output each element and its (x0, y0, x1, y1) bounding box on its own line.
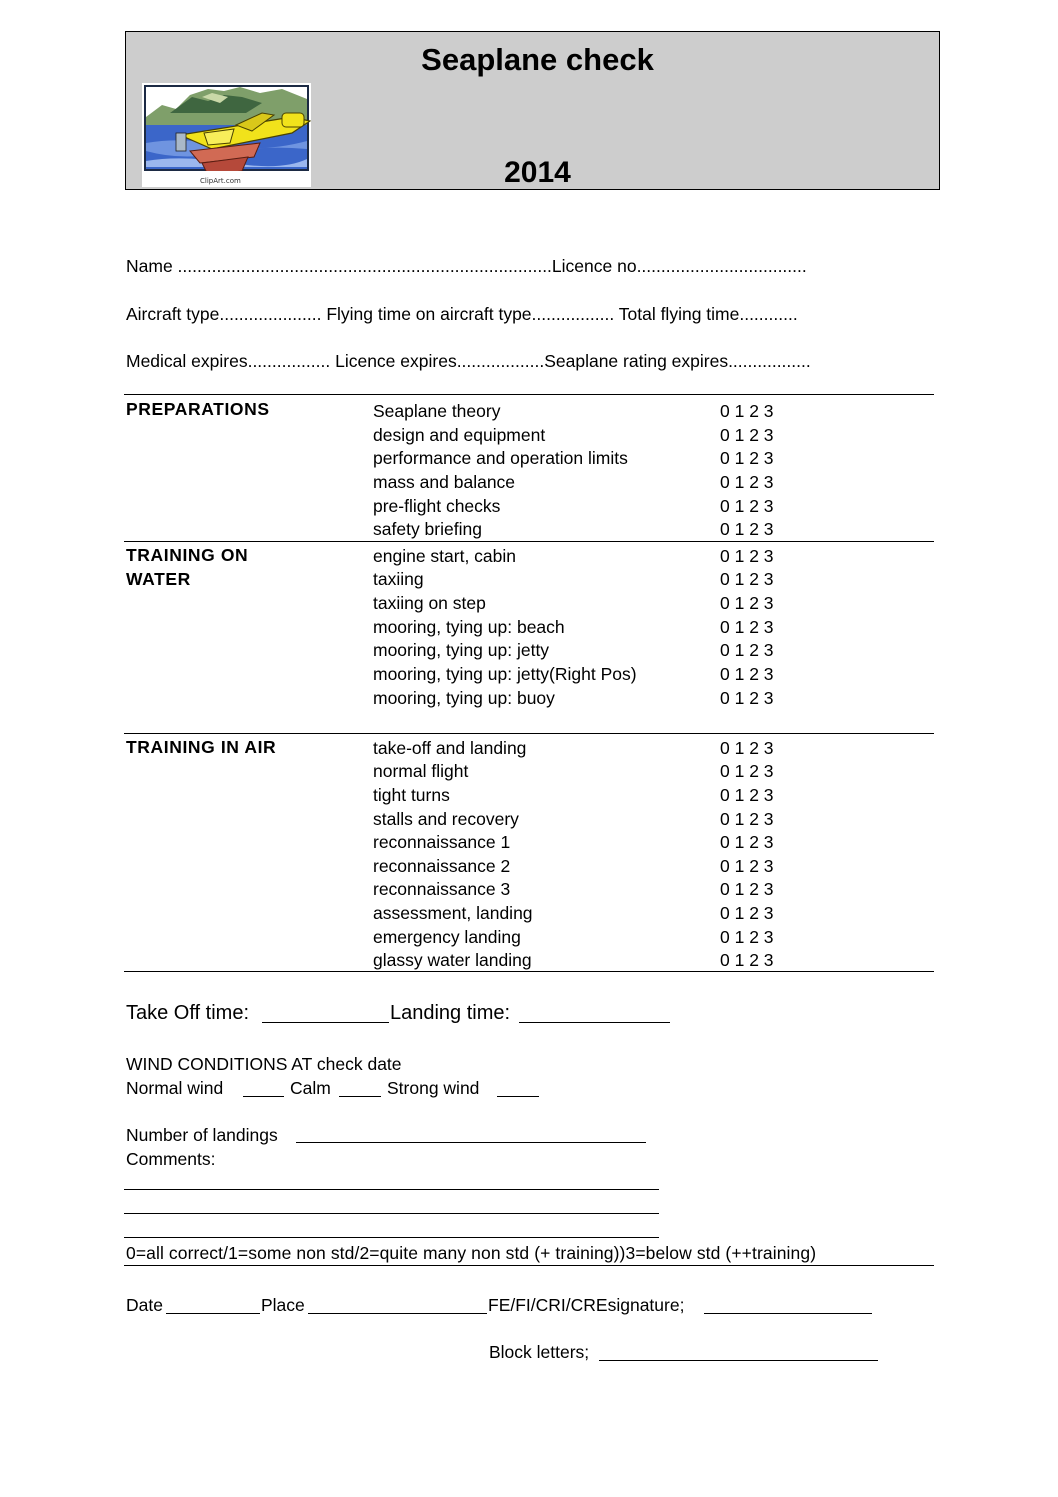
landing-time-label: Landing time: (390, 1002, 511, 1024)
block-letters-label: Block letters; (489, 1342, 590, 1362)
calm-field[interactable] (339, 1096, 381, 1097)
table-top-rule (124, 394, 934, 395)
score-scale[interactable]: 0 1 2 3 (720, 832, 774, 852)
checklist-item: design and equipment (373, 425, 546, 445)
section-water-title-1: TRAINING ON (126, 545, 249, 565)
score-scale[interactable]: 0 1 2 3 (720, 856, 774, 876)
checklist-item: taxiing on step (373, 593, 486, 613)
signature-label: FE/FI/CRI/CREsignature; (488, 1295, 685, 1315)
score-scale[interactable]: 0 1 2 3 (720, 640, 774, 660)
score-scale[interactable]: 0 1 2 3 (720, 761, 774, 781)
checklist-item: tight turns (373, 785, 450, 805)
checklist-item: glassy water landing (373, 950, 532, 970)
landings-field[interactable] (296, 1142, 646, 1143)
wind-heading: WIND CONDITIONS AT check date (126, 1054, 402, 1074)
score-scale[interactable]: 0 1 2 3 (720, 688, 774, 708)
checklist-item: pre-flight checks (373, 496, 501, 516)
landings-label: Number of landings (126, 1125, 278, 1145)
score-scale[interactable]: 0 1 2 3 (720, 617, 774, 637)
checklist-item: take-off and landing (373, 738, 527, 758)
section-water-title-2: WATER (126, 569, 191, 589)
form-year: 2014 (504, 156, 571, 189)
score-scale[interactable]: 0 1 2 3 (720, 569, 774, 589)
checklist-item: normal flight (373, 761, 469, 781)
checklist-item: mooring, tying up: jetty(Right Pos) (373, 664, 637, 684)
checklist-item: safety briefing (373, 519, 482, 539)
score-scale[interactable]: 0 1 2 3 (720, 519, 774, 539)
takeoff-time-label: Take Off time: (126, 1002, 250, 1024)
section-air-title: TRAINING IN AIR (126, 737, 277, 757)
checklist-item: taxiing (373, 569, 424, 589)
checklist-item: mooring, tying up: buoy (373, 688, 555, 708)
score-scale[interactable]: 0 1 2 3 (720, 785, 774, 805)
takeoff-time-field[interactable] (262, 1022, 389, 1023)
normal-wind-field[interactable] (243, 1096, 284, 1097)
landing-time-field[interactable] (519, 1022, 670, 1023)
score-scale[interactable]: 0 1 2 3 (720, 927, 774, 947)
score-scale[interactable]: 0 1 2 3 (720, 496, 774, 516)
logo-credit: ClipArt.com (200, 177, 241, 185)
place-label: Place (261, 1295, 305, 1315)
checklist-item: performance and operation limits (373, 448, 628, 468)
table-bottom-rule (124, 971, 934, 972)
section-preparations-title: PREPARATIONS (126, 399, 270, 419)
checklist-item: reconnaissance 3 (373, 879, 511, 899)
score-scale[interactable]: 0 1 2 3 (720, 879, 774, 899)
calm-label: Calm (290, 1078, 331, 1098)
place-field[interactable] (308, 1313, 487, 1314)
score-scale[interactable]: 0 1 2 3 (720, 546, 774, 566)
score-scale[interactable]: 0 1 2 3 (720, 950, 774, 970)
comments-line-3[interactable] (124, 1237, 659, 1238)
score-scale[interactable]: 0 1 2 3 (720, 809, 774, 829)
score-scale[interactable]: 0 1 2 3 (720, 401, 774, 421)
score-legend: 0=all correct/1=some non std/2=quite many non std (+ training))3=below std (++training) (126, 1243, 817, 1263)
block-letters-field[interactable] (599, 1360, 878, 1361)
expiry-line: Medical expires................. Licence expires..................Seaplane rating expires................. (126, 351, 811, 371)
score-scale[interactable]: 0 1 2 3 (720, 448, 774, 468)
score-scale[interactable]: 0 1 2 3 (720, 472, 774, 492)
comments-line-2[interactable] (124, 1213, 659, 1214)
normal-wind-label: Normal wind (126, 1078, 224, 1098)
checklist-item: stalls and recovery (373, 809, 519, 829)
header-box (125, 31, 940, 190)
checklist-item: assessment, landing (373, 903, 533, 923)
checklist-item: mass and balance (373, 472, 516, 492)
date-field[interactable] (166, 1313, 260, 1314)
score-scale[interactable]: 0 1 2 3 (720, 738, 774, 758)
water-rule (124, 733, 934, 734)
aircraft-time-line: Aircraft type..................... Flying time on aircraft type................. Total flying time............ (126, 304, 798, 324)
comments-label: Comments: (126, 1149, 216, 1169)
date-label: Date (126, 1295, 163, 1315)
preparations-rule (124, 541, 934, 542)
checklist-item: Seaplane theory (373, 401, 501, 421)
checklist-item: mooring, tying up: jetty (373, 640, 550, 660)
signature-field[interactable] (704, 1313, 872, 1314)
strong-wind-label: Strong wind (387, 1078, 480, 1098)
score-scale[interactable]: 0 1 2 3 (720, 903, 774, 923)
score-scale[interactable]: 0 1 2 3 (720, 425, 774, 445)
strong-wind-field[interactable] (497, 1096, 539, 1097)
checklist-item: emergency landing (373, 927, 521, 947)
legend-rule (124, 1265, 934, 1266)
checklist-item: reconnaissance 2 (373, 856, 511, 876)
score-scale[interactable]: 0 1 2 3 (720, 593, 774, 613)
form-title: Seaplane check (421, 42, 654, 77)
comments-line-1[interactable] (124, 1189, 659, 1190)
name-licence-line: Name .............................................................................Licence no................................... (126, 256, 807, 276)
checklist-item: engine start, cabin (373, 546, 517, 566)
checklist-item: mooring, tying up: beach (373, 617, 565, 637)
score-scale[interactable]: 0 1 2 3 (720, 664, 774, 684)
checklist-item: reconnaissance 1 (373, 832, 511, 852)
